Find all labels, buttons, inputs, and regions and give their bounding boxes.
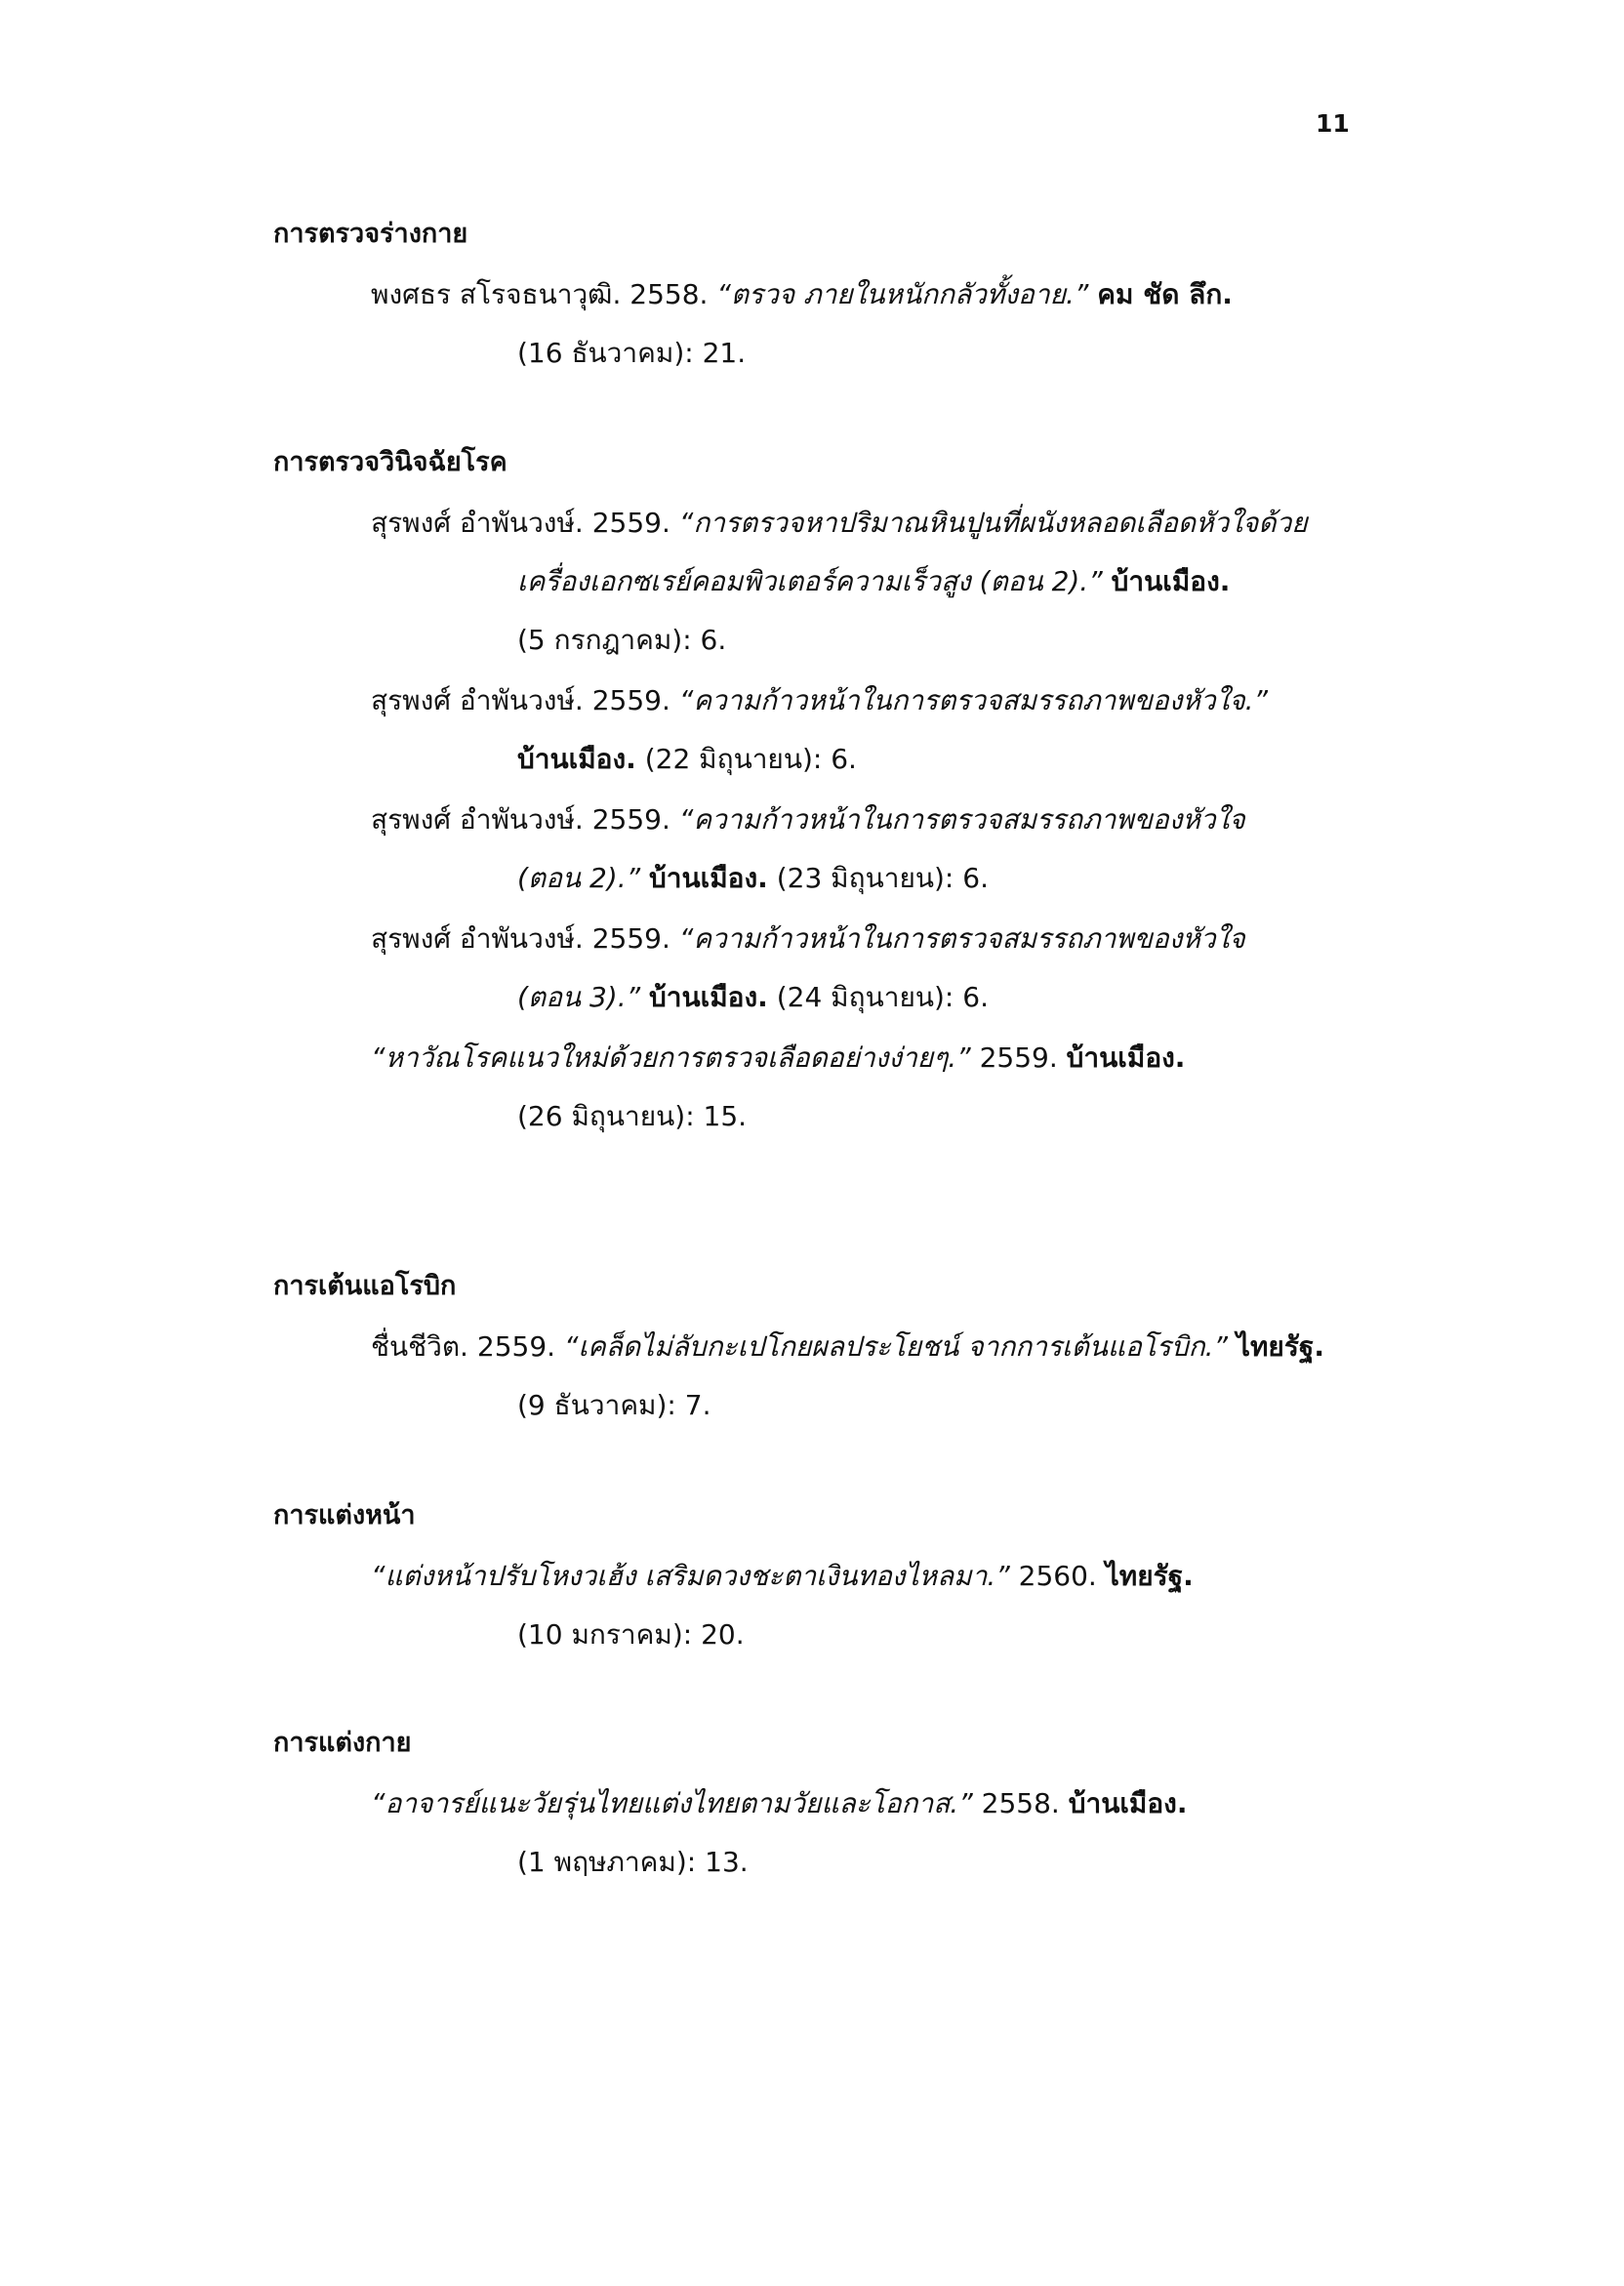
entry-year: 2559. bbox=[979, 1041, 1058, 1074]
entry-detail: (22 มิถุนายน): 6. bbox=[644, 743, 857, 775]
entry-title: “ความก้าวหน้าในการตรวจสมรรถภาพของหัวใจ bbox=[678, 803, 1245, 836]
entry-source: บ้านเมือง. bbox=[649, 862, 768, 894]
entry-year: 2559. bbox=[591, 684, 670, 716]
entry-detail: (1 พฤษภาคม): 13. bbox=[517, 1846, 749, 1878]
section-diagnosis bbox=[273, 445, 1347, 1158]
page-number: 11 bbox=[1316, 109, 1350, 138]
entry-author: ชื่นชีวิต. bbox=[371, 1330, 468, 1363]
reference-entry bbox=[371, 800, 1347, 898]
entry-author: สุรพงศ์ อำพันวงษ์. bbox=[371, 803, 584, 836]
entry-source: บ้านเมือง. bbox=[1111, 565, 1231, 597]
section-heading: การแต่งหน้า bbox=[273, 1500, 416, 1531]
entry-detail: (24 มิถุนายน): 6. bbox=[776, 981, 989, 1013]
entry-year: 2560. bbox=[1018, 1560, 1097, 1592]
entry-title: “ความก้าวหน้าในการตรวจสมรรถภาพของหัวใจ bbox=[678, 922, 1245, 955]
section-dressing bbox=[273, 1726, 1347, 1903]
entry-author: สุรพงศ์ อำพันวงษ์. bbox=[371, 922, 584, 955]
entry-year: 2559. bbox=[591, 922, 670, 955]
entry-year: 2559. bbox=[591, 803, 670, 836]
entry-title: “อาจารย์แนะวัยรุ่นไทยแต่งไทยตามวัยและโอกาส.” bbox=[371, 1787, 973, 1819]
entry-author: พงศธร สโรจธนาวุฒิ. bbox=[371, 278, 622, 310]
section-aerobic bbox=[273, 1269, 1347, 1447]
section-heading: การตรวจร่างกาย bbox=[273, 219, 468, 249]
entry-title: “เคล็ดไม่ลับกะเปโกยผลประโยชน์ จากการเต้นแอโรบิก.” bbox=[563, 1330, 1228, 1363]
entry-detail: (9 ธันวาคม): 7. bbox=[517, 1389, 711, 1421]
entry-title-cont: (ตอน 2).” bbox=[517, 862, 641, 894]
entry-year: 2559. bbox=[476, 1330, 556, 1363]
entry-source: บ้านเมือง. bbox=[517, 743, 636, 775]
entry-detail: (23 มิถุนายน): 6. bbox=[776, 862, 989, 894]
entry-author: สุรพงศ์ อำพันวงษ์. bbox=[371, 684, 584, 716]
entry-detail: (10 มกราคม): 20. bbox=[517, 1618, 745, 1651]
reference-entry bbox=[371, 1327, 1347, 1425]
entry-year: 2558. bbox=[981, 1787, 1060, 1819]
entry-source: ไทยรัฐ. bbox=[1105, 1560, 1194, 1592]
entry-title: “หาวัณโรคแนวใหม่ด้วยการตรวจเลือดอย่างง่ายๆ.” bbox=[371, 1041, 971, 1074]
entry-source: บ้านเมือง. bbox=[1066, 1041, 1186, 1074]
entry-year: 2558. bbox=[629, 278, 709, 310]
reference-entry bbox=[371, 681, 1347, 779]
section-heading: การแต่งกาย bbox=[273, 1728, 412, 1758]
entry-detail: (26 มิถุนายน): 15. bbox=[517, 1100, 748, 1132]
entry-title-cont: เครื่องเอกซเรย์คอมพิวเตอร์ความเร็วสูง (ตอน 2).” bbox=[517, 565, 1103, 597]
entry-title: “การตรวจหาปริมาณหินปูนที่ผนังหลอดเลือดหัวใจด้วย bbox=[678, 507, 1308, 539]
entry-detail: (16 ธันวาคม): 21. bbox=[517, 337, 747, 369]
reference-entry bbox=[371, 919, 1347, 1017]
entry-title: “แต่งหน้าปรับโหงวเฮ้ง เสริมดวงชะตาเงินทองไหลมา.” bbox=[371, 1560, 1010, 1592]
entry-title-cont: (ตอน 3).” bbox=[517, 981, 641, 1013]
section-heading: การเต้นแอโรบิก bbox=[273, 1271, 457, 1301]
section-physical-exam bbox=[273, 217, 1347, 394]
entry-source: ไทยรัฐ. bbox=[1236, 1330, 1324, 1363]
entry-title: “ความก้าวหน้าในการตรวจสมรรถภาพของหัวใจ.” bbox=[678, 684, 1269, 716]
entry-detail: (5 กรกฎาคม): 6. bbox=[517, 624, 727, 656]
section-heading: การตรวจวินิจฉัยโรค bbox=[273, 447, 508, 477]
entry-source: บ้านเมือง. bbox=[1068, 1787, 1188, 1819]
reference-entry bbox=[371, 1557, 1347, 1654]
reference-entry bbox=[371, 1784, 1347, 1882]
entry-year: 2559. bbox=[591, 507, 670, 539]
reference-entry bbox=[371, 504, 1347, 660]
reference-entry bbox=[371, 275, 1347, 373]
reference-entry bbox=[371, 1039, 1347, 1136]
entry-title: “ตรวจ ภายในหนักกลัวทั้งอาย.” bbox=[716, 278, 1089, 310]
entry-author: สุรพงศ์ อำพันวงษ์. bbox=[371, 507, 584, 539]
entry-source: คม ชัด ลึก. bbox=[1097, 278, 1233, 310]
section-makeup bbox=[273, 1498, 1347, 1676]
entry-source: บ้านเมือง. bbox=[649, 981, 768, 1013]
